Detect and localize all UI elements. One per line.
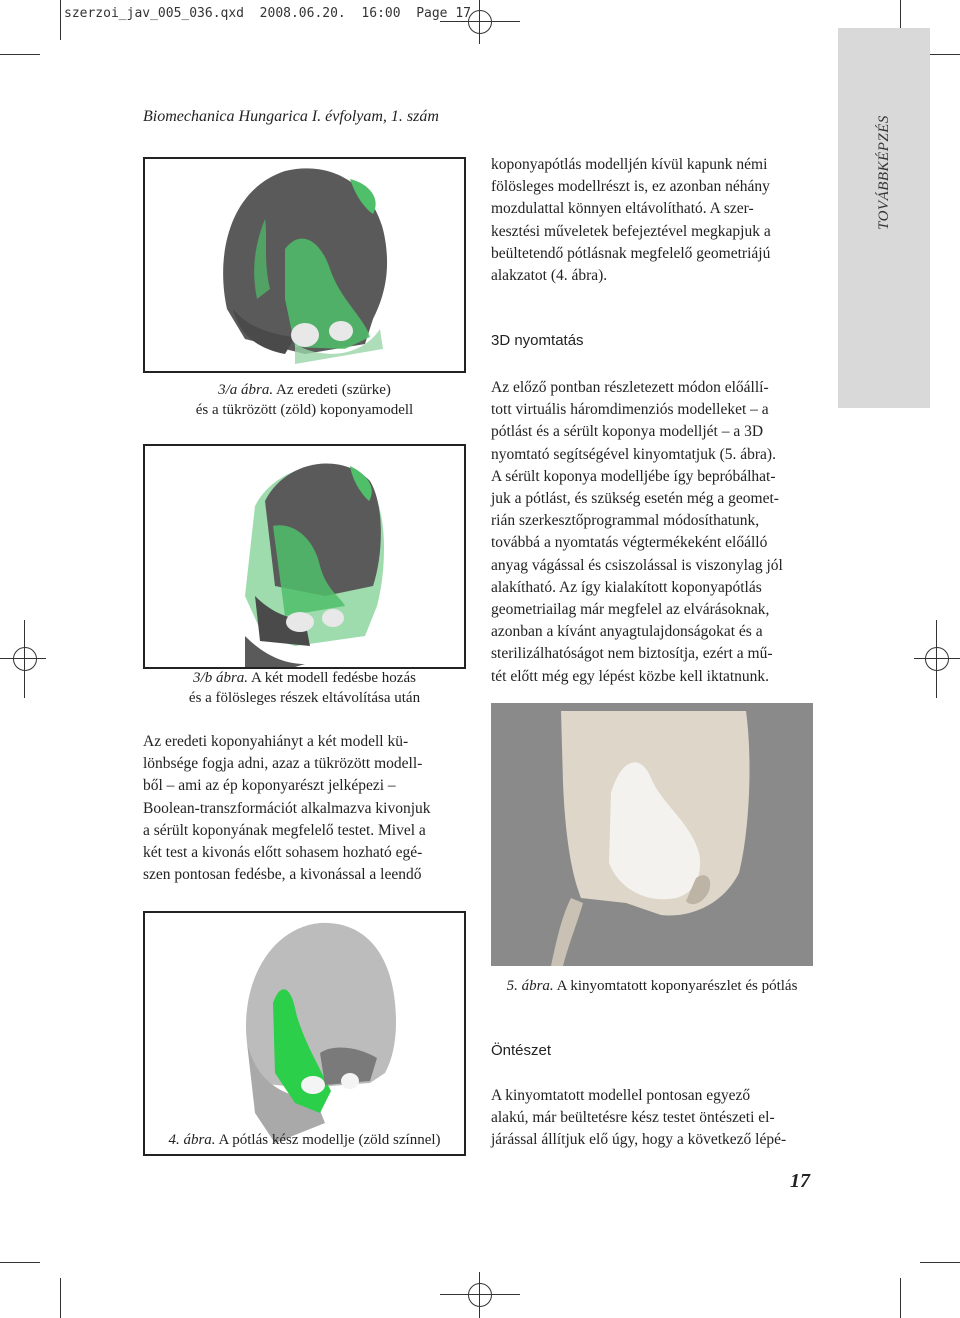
caption-4-label: 4. ábra. — [168, 1132, 216, 1148]
caption-5-label: 5. ábra. — [506, 978, 554, 994]
text-line: rián szerkesztőprogrammal módosíthatunk, — [491, 512, 760, 530]
text-line: koponyapótlás modelljén kívül kapunk némi — [491, 156, 768, 173]
text-line: A sérült koponya modelljébe így bepróbálhat- — [491, 467, 776, 485]
caption-3a-text: Az eredeti (szürke) — [273, 382, 391, 398]
text-line: alakítható. Az így kialakított koponyapótlás — [491, 578, 762, 596]
caption-3a — [143, 380, 466, 420]
text-line: beültetendő pótlásnak megfelelő geometriájú — [491, 244, 771, 262]
3d-printing-paragraph — [491, 377, 813, 688]
text-line: nyomtató segítségével kinyomtatjuk (5. ábra). — [491, 445, 776, 463]
caption-5 — [491, 976, 813, 996]
caption-5-text: A kinyomtatott koponyarészlet és pótlás — [553, 978, 798, 994]
caption-3b-text: A két modell fedésbe hozás — [248, 670, 416, 686]
intro-paragraph — [491, 154, 813, 287]
text-line: geometriailag már megfelel az elvárásoknak, — [491, 601, 770, 619]
caption-3a-label: 3/a ábra. — [218, 382, 274, 398]
figure-5 — [491, 703, 813, 966]
section-label: TOVÁBBKÉPZÉS — [876, 115, 892, 230]
file-info: szerzoi_jav_005_036.qxd 2008.06.20. 16:00 Page 17 — [64, 6, 471, 21]
text-line: juk a pótlást, és szükség esetén még a geomet- — [491, 490, 779, 508]
skull-model-image — [145, 159, 464, 371]
text-line: Az előző pontban részletezett módon előállí- — [491, 379, 769, 396]
figure-3a — [143, 157, 466, 373]
figure-4 — [143, 911, 466, 1156]
caption-3a-text-2: és a tükrözött (zöld) koponyamodell — [195, 402, 414, 418]
text-line: Az eredeti koponyahiányt a két modell kü- — [143, 733, 409, 750]
heading-3d-printing: 3D nyomtatás — [491, 332, 584, 349]
text-line: tét előtt még egy lépést közbe kell iktatnunk. — [491, 667, 770, 685]
text-line: alakzatot (4. ábra). — [491, 267, 608, 285]
text-line: kesztési műveletek befejeztével megkapjuk a — [491, 222, 771, 240]
text-line: továbbá a nyomtatás végtermékeként előálló — [491, 534, 768, 552]
text-line: fölösleges modellrészt is, ez azonban néhány — [491, 178, 770, 196]
caption-4 — [143, 1130, 466, 1150]
figure-3b — [143, 444, 466, 669]
text-line: mozdulattal könnyen eltávolítható. A szer- — [491, 200, 754, 218]
text-line: alakú, már beültetésre kész testet öntészeti el- — [491, 1109, 775, 1127]
left-paragraph — [143, 731, 466, 886]
text-line: pótlást és a sérült koponya modelljét – a 3D — [491, 423, 764, 441]
caption-3b-label: 3/b ábra. — [193, 670, 249, 686]
text-line: szen pontosan fedésbe, a kivonással a leendő — [143, 866, 422, 884]
casting-paragraph — [491, 1085, 813, 1152]
text-line: Boolean-transzformációt alkalmazva kivonjuk — [143, 799, 431, 817]
crop-mark — [900, 1278, 901, 1318]
heading-casting: Öntészet — [491, 1042, 552, 1059]
text-line: tott virtuális háromdimenziós modelleket – a — [491, 401, 769, 419]
text-line: sterilizálhatóságot nem biztosítja, ezért a mű- — [491, 645, 773, 663]
text-line: anyag vágással és csiszolással is viszonylag jól — [491, 556, 783, 574]
crop-mark — [60, 1278, 61, 1318]
skull-overlay-image — [145, 446, 464, 667]
crop-mark — [60, 0, 61, 40]
implant-model-image — [145, 913, 464, 1154]
caption-4-text: A pótlás kész modellje (zöld színnel) — [215, 1132, 441, 1148]
caption-3b-text-2: és a fölösleges részek eltávolítása után — [188, 690, 421, 706]
crop-mark — [0, 1262, 40, 1263]
page-number: 17 — [790, 1170, 810, 1192]
crop-mark — [0, 54, 40, 55]
text-line: két test a kivonás előtt sohasem hozható egé- — [143, 844, 423, 862]
text-line: járással állítjuk elő úgy, hogy a következő lépé- — [491, 1131, 787, 1149]
printed-skull-photo — [491, 703, 813, 966]
text-line: ből – ami az ép koponyarészt jelképezi – — [143, 777, 396, 795]
journal-header: Biomechanica Hungarica I. évfolyam, 1. szám — [143, 108, 439, 125]
text-line: A kinyomtatott modellel pontosan egyező — [491, 1087, 751, 1104]
text-line: a sérült koponyának megfelelő testet. Mivel a — [143, 821, 426, 839]
crop-mark — [920, 1262, 960, 1263]
text-line: lönbsége fogja adni, azaz a tükrözött modell- — [143, 755, 423, 773]
text-line: azonban a kívánt anyagtulajdonságokat és a — [491, 623, 763, 641]
caption-3b — [143, 668, 466, 708]
